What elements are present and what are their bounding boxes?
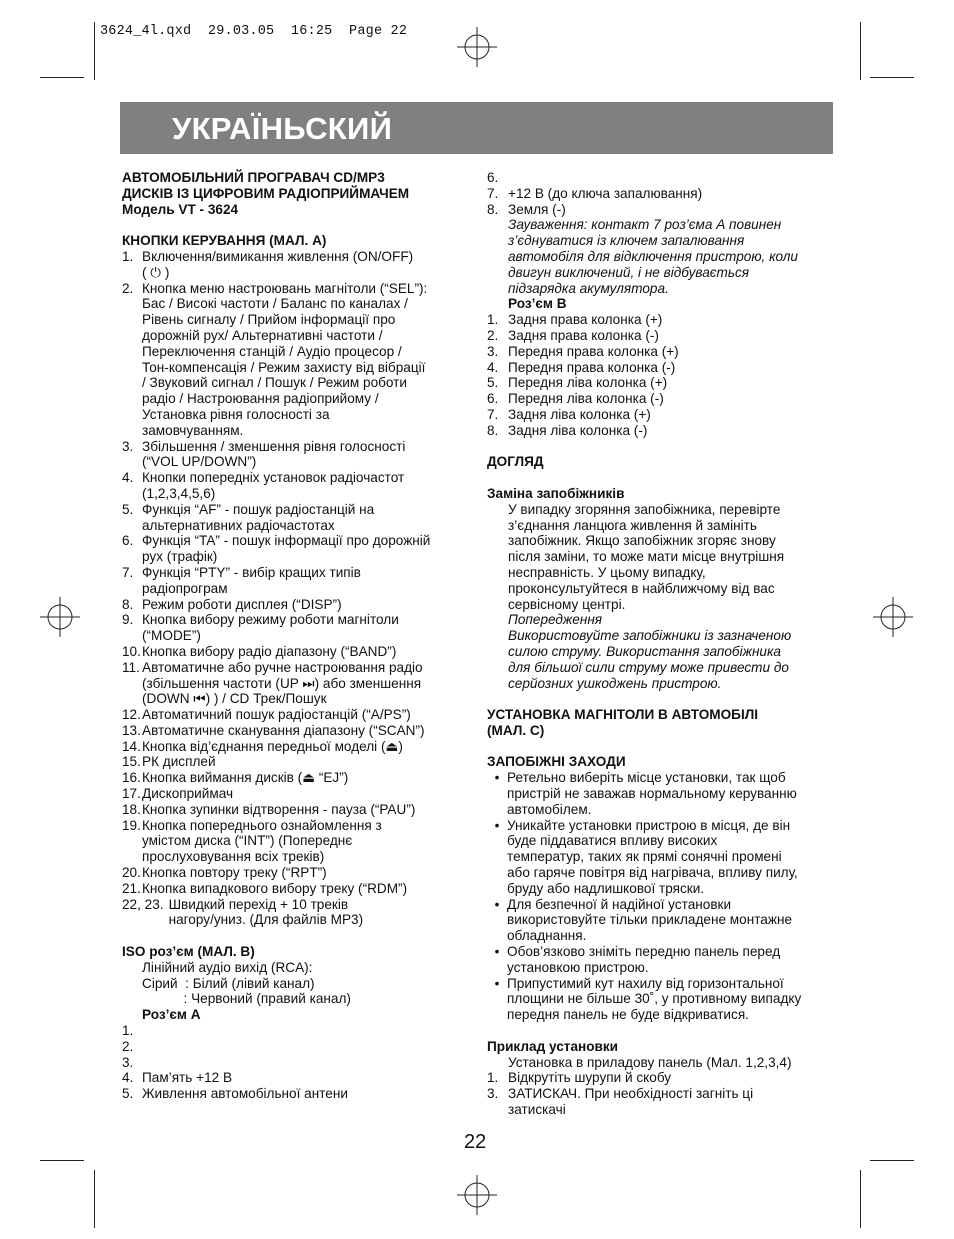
bullet-icon: • [494, 896, 500, 912]
language-banner [120, 102, 833, 154]
item-text [142, 1023, 474, 1039]
item-text [142, 249, 474, 281]
item-text-line: Функція “TA” - пошук інформації про дорожній [142, 533, 431, 549]
control-item [122, 533, 474, 565]
item-text-line: Швидкий перехід + 10 треків [168, 896, 349, 912]
connector-b-item [487, 423, 837, 439]
item-text-line: ЗАТИСКАЧ. При необхідності загніть ці [508, 1086, 754, 1102]
item-number: 8. [122, 596, 134, 612]
item-text [142, 281, 474, 439]
item-text: Передня права колонка (-) [508, 359, 676, 375]
item-text [142, 770, 474, 786]
item-text [507, 818, 837, 897]
fuse-text [487, 502, 837, 613]
item-text-line: Кнопка вибору режиму роботи магнітоли [142, 612, 399, 628]
item-text-line: прослуховування всіх треків) [142, 849, 325, 865]
bullet-icon: • [494, 770, 500, 786]
item-text [142, 533, 474, 565]
item-number: 3. [122, 1054, 134, 1070]
spacer [487, 1023, 837, 1039]
item-number: 5. [122, 501, 134, 517]
item-number: 7. [487, 406, 499, 422]
item-text-line: Автоматичне або ручне настроювання радіо [142, 659, 423, 675]
note-line: підзарядка акумулятора. [508, 280, 669, 296]
item-text [508, 1086, 837, 1118]
note-line: Зауваження: контакт 7 роз’єма А повинен [508, 217, 782, 233]
warning-line: Використовуйте запобіжники із зазначеною [508, 628, 792, 644]
item-text-line: / Звуковий сигнал / Пошук / Режим роботи [142, 375, 407, 391]
item-number: 4. [487, 359, 499, 375]
item-text-line: пристрій не заважав нормальному керуванню [507, 786, 797, 802]
control-item [122, 786, 474, 802]
item-number: 1. [487, 1070, 499, 1086]
item-number: 7. [487, 185, 499, 201]
connector-a-item [487, 202, 837, 218]
control-item [122, 818, 474, 865]
crop-mark [870, 77, 914, 78]
item-text: Передня права колонка (+) [508, 343, 679, 359]
item-text-line: Бас / Високі частоти / Баланс по каналах / [142, 296, 408, 312]
item-text-line: Кнопка випадкового вибору треку (“RDM”) [142, 880, 408, 896]
item-text: Задня ліва колонка (-) [508, 422, 648, 438]
item-text-line: Кнопка виймання дисків (⏏ “EJ”) [142, 770, 349, 786]
item-text-line: альтернативних радіочастотах [142, 517, 335, 533]
control-item [122, 281, 474, 439]
install-heading [487, 707, 837, 739]
connector-a-heading: Роз’єм A [142, 1007, 201, 1023]
fuse-line: проконсультуйтеся в найближчому від вас [508, 580, 775, 596]
example-step-item [487, 1086, 837, 1118]
care-heading: ДОГЛЯД [487, 454, 544, 470]
item-number: 20. [122, 865, 141, 881]
item-text: Передня ліва колонка (-) [508, 391, 664, 407]
crop-mark [40, 1160, 84, 1161]
connector-a-item [487, 186, 837, 202]
banner-title: УКРАЇНЬСКИЙ [172, 111, 393, 146]
item-text-line: передня панель не буде відкриватися. [507, 1007, 749, 1023]
crop-mark [94, 1170, 95, 1228]
item-text [507, 897, 837, 944]
connector-a-list [122, 1023, 474, 1102]
bullet-icon: • [494, 944, 500, 960]
item-text [142, 723, 474, 739]
item-number: 6. [487, 170, 499, 185]
iso-line: Лінійний аудіо вихід (RCA): [142, 959, 313, 975]
connector-a-item [122, 1023, 474, 1039]
connector-b-item [487, 375, 837, 391]
control-item [122, 597, 474, 613]
item-text [508, 170, 837, 186]
item-text-line: нагору/униз. (Для файлів MP3) [168, 912, 364, 928]
connector-b-item [487, 328, 837, 344]
item-text [142, 818, 474, 865]
item-text-line: РК дисплей [142, 754, 216, 770]
item-text-line: температур, таких як прямі сонячні промені [507, 849, 782, 865]
item-number: 8. [487, 422, 499, 438]
connector-b-heading: Роз’єм B [508, 296, 567, 312]
item-text [142, 739, 474, 755]
control-item [122, 723, 474, 739]
control-item [122, 565, 474, 597]
connector-b-list [487, 312, 837, 438]
item-text [507, 976, 837, 1023]
product-title [122, 170, 474, 217]
item-text-line: Дископриймач [142, 786, 234, 802]
item-text [142, 644, 474, 660]
item-text: Пам’ять +12 В [142, 1070, 233, 1086]
item-number: 9. [122, 612, 134, 628]
note-line: двигун виключений, і не відбувається [508, 264, 750, 280]
spacer [122, 928, 474, 944]
item-text [142, 470, 474, 502]
item-text [142, 881, 474, 897]
item-text-line: Функція “PTY” - вибір кращих типів [142, 564, 361, 580]
control-item [122, 439, 474, 471]
item-text [142, 786, 474, 802]
item-text-line: рух (трафік) [142, 549, 218, 565]
precautions-heading: ЗАПОБІЖНІ ЗАХОДИ [487, 754, 626, 770]
registration-mark-icon [457, 27, 497, 67]
item-number: 3. [487, 1086, 499, 1102]
item-number: 21. [122, 880, 141, 896]
crop-mark [870, 1160, 914, 1161]
item-text: Задня права колонка (-) [508, 327, 659, 343]
item-text-line: (збільшення частоти (UP ⏭) або зменшення [142, 675, 422, 691]
example-heading: Приклад установки [487, 1038, 619, 1054]
note-line: автомобіля для відключення пристрою, коли [508, 248, 798, 264]
iso-line: : Червоний (правий канал) [142, 991, 351, 1007]
product-title-line: ДИСКІВ ІЗ ЦИФРОВИМ РАДІОПРИЙМАЧЕМ [122, 185, 410, 201]
example-step-item [487, 1070, 837, 1086]
item-text-line: Режим роботи дисплея (“DISP”) [142, 596, 342, 612]
precaution-item [487, 944, 837, 976]
item-text-line: Кнопка вибору радіо діапазону (“BAND”) [142, 643, 397, 659]
control-item [122, 802, 474, 818]
item-text [142, 439, 474, 471]
item-text-line: Кнопки попередніх установок радіочастот [142, 470, 405, 486]
item-number: 4. [122, 470, 134, 486]
item-number: 5. [487, 375, 499, 391]
item-text [142, 597, 474, 613]
crop-mark [94, 22, 95, 80]
control-item [122, 502, 474, 534]
item-text-line: Для безпечної й надійної установки [507, 896, 732, 912]
item-number: 2. [487, 327, 499, 343]
install-heading-line: (МАЛ. С) [487, 722, 545, 738]
warning-line: силою струму. Використання запобіжника [508, 643, 781, 659]
example-intro: Установка в приладову панель (Мал. 1,2,3,4) [508, 1054, 792, 1070]
fuse-heading: Заміна запобіжників [487, 485, 625, 501]
item-text-line: (“VOL UP/DOWN”) [142, 454, 257, 470]
item-text-line: дорожній рух/ Альтернативні частоти / [142, 327, 383, 343]
item-text [142, 1055, 474, 1071]
item-text-line: Кнопка зупинки відтворення - пауза (“PAU”) [142, 801, 416, 817]
registration-mark-icon [873, 597, 913, 637]
item-text-line: радіопрограм [142, 580, 228, 596]
warning-line: для більшої сили струму може привести до [508, 659, 789, 675]
item-text-line: ( ⏻ ) [142, 264, 170, 280]
connector-a-item [122, 1086, 474, 1102]
item-text [142, 1039, 474, 1055]
connector-b-item [487, 391, 837, 407]
item-text-line: Обов’язково зніміть передню панель перед [507, 944, 781, 960]
warning-label: Попередження [508, 612, 603, 628]
crop-mark [40, 77, 84, 78]
fuse-line: У випадку згоряння запобіжника, перевірте [508, 501, 781, 517]
connector-b-item [487, 407, 837, 423]
item-text [142, 612, 474, 644]
crop-mark [860, 1170, 861, 1228]
item-number: 10. [122, 643, 141, 659]
file-slug: 3624_4l.qxd 29.03.05 16:25 Page 22 [100, 24, 408, 39]
install-heading-line: УСТАНОВКА МАГНІТОЛИ В АВТОМОБІЛІ [487, 707, 759, 723]
item-number: 6. [122, 533, 134, 549]
precaution-item [487, 818, 837, 897]
item-text-line: замовчуванням. [142, 422, 244, 438]
example-steps-list [487, 1070, 837, 1117]
item-text-line: (1,2,3,4,5,6) [142, 485, 216, 501]
item-number: 13. [122, 722, 141, 738]
item-text-line: бруду або надлишкової тряски. [507, 880, 705, 896]
item-text-line: радіо / Настроювання радіоприйому / [142, 391, 379, 407]
item-text-line: Кнопка попереднього ознайомлення з [142, 817, 382, 833]
item-text [169, 897, 474, 929]
control-item [122, 881, 474, 897]
item-text-line: Переключення станцій / Аудіо процесор / [142, 343, 402, 359]
control-item [122, 644, 474, 660]
item-text: Живлення автомобільної антени [142, 1086, 348, 1102]
connector-b-item [487, 360, 837, 376]
item-text [142, 865, 474, 881]
product-title-line: АВТОМОБІЛЬНИЙ ПРОГРАВАЧ CD/MP3 [122, 170, 385, 185]
item-text-line: Припустимий кут нахилу від горизонтальної [507, 975, 784, 991]
controls-list [122, 249, 474, 928]
item-text-line: Автоматичний пошук радіостанцій (“A/PS”) [142, 707, 411, 723]
connector-a-item [122, 1055, 474, 1071]
item-text-line: Рівень сигналу / Прийом інформації про [142, 312, 396, 328]
connector-a-continued-list [487, 170, 837, 217]
item-text-line: (DOWN ⏮) ) / CD Трек/Пошук [142, 691, 327, 707]
item-text-line: Відкрутіть шурупи й скобу [508, 1070, 672, 1086]
item-text [142, 754, 474, 770]
item-text-line: Ретельно виберіть місце установки, так щоб [507, 770, 786, 786]
item-text-line: умістом диска (“INT”) (Попереднє [142, 833, 353, 849]
item-text-line: Тон-компенсація / Режим захисту від вібрації [142, 359, 426, 375]
item-text [142, 707, 474, 723]
page-number: 22 [464, 1131, 487, 1153]
control-item [122, 707, 474, 723]
spacer [487, 691, 837, 707]
control-item [122, 470, 474, 502]
crop-mark [860, 22, 861, 80]
item-text [142, 802, 474, 818]
iso-line: Сірий : Білий (лівий канал) [142, 975, 315, 991]
item-number: 5. [122, 1086, 134, 1102]
item-text-line: буде піддаватися впливу високих [507, 833, 718, 849]
connector-a-item [487, 170, 837, 186]
fuse-line: з’єднання ланцюга живлення й замініть [508, 517, 757, 533]
item-text-line: Кнопка меню настроювань магнітоли (“SEL”): [142, 280, 428, 296]
ignition-note [487, 217, 837, 296]
item-text-line: Кнопка повтору треку (“RPT”) [142, 865, 327, 881]
connector-b-item [487, 344, 837, 360]
item-text-line: Функція “AF” - пошук радіостанцій на [142, 501, 375, 517]
spacer [122, 217, 474, 233]
connector-b-item [487, 312, 837, 328]
spacer [487, 739, 837, 755]
left-column [122, 170, 474, 1102]
item-number: 22, 23. [122, 896, 164, 912]
precaution-item [487, 976, 837, 1023]
item-number: 18. [122, 801, 141, 817]
item-text [507, 944, 837, 976]
item-text-line: Уникайте установки пристрою в місця, де він [507, 817, 791, 833]
spacer [487, 439, 837, 455]
fuse-line: несправність. У цьому випадку, [508, 564, 706, 580]
item-text [507, 770, 837, 817]
precaution-item [487, 897, 837, 944]
controls-heading: КНОПКИ КЕРУВАННЯ (МАЛ. А) [122, 233, 327, 249]
item-number: 4. [122, 1070, 134, 1086]
precaution-item [487, 770, 837, 817]
item-text: Земля (-) [508, 201, 566, 217]
item-text-line: площини не більше 30˚, у противному випадку [507, 991, 802, 1007]
item-text-line: Автоматичне сканування діапазону (“SCAN”) [142, 722, 425, 738]
item-number: 12. [122, 707, 141, 723]
item-text [142, 565, 474, 597]
warning-text [487, 628, 837, 691]
item-text [142, 660, 474, 707]
control-item [122, 660, 474, 707]
spacer [487, 470, 837, 486]
item-number: 6. [487, 391, 499, 407]
item-number: 1. [122, 248, 134, 264]
control-item [122, 754, 474, 770]
item-text-line: обладнання. [507, 928, 587, 944]
registration-mark-icon [457, 1175, 497, 1215]
item-text: Передня ліва колонка (+) [508, 375, 668, 391]
item-number: 7. [122, 564, 134, 580]
precautions-list [487, 770, 837, 1023]
item-text-line: Збільшення / зменшення рівня голосності [142, 438, 406, 454]
item-number: 3. [487, 343, 499, 359]
item-number: 11. [122, 659, 140, 675]
model-line: Модель VT - 3624 [122, 201, 239, 217]
control-item [122, 739, 474, 755]
item-text-line: затискачі [508, 1102, 566, 1118]
fuse-line: після заміни, то може мати місце внутрішня [508, 549, 785, 565]
item-number: 16. [122, 770, 141, 786]
item-number: 8. [487, 201, 499, 217]
item-number: 15. [122, 754, 141, 770]
item-text-line: використовуйте тільки прикладене монтажне [507, 912, 793, 928]
item-text-line: установкою пристрою. [507, 959, 649, 975]
connector-a-item [122, 1039, 474, 1055]
item-number: 3. [122, 438, 134, 454]
item-text: Задня права колонка (+) [508, 312, 663, 328]
item-number: 1. [487, 312, 499, 328]
item-text-line: автомобілем. [507, 801, 592, 817]
right-column [487, 170, 837, 1118]
item-number: 14. [122, 738, 141, 754]
item-text-line: або гаряче повітря від нагрівача, впливу пилу, [507, 865, 798, 881]
item-number: 2. [122, 280, 134, 296]
item-text [142, 502, 474, 534]
item-text-line: (“MODE”) [142, 628, 201, 644]
item-number: 19. [122, 817, 141, 833]
warning-line: серйозних ушкоджень пристрою. [508, 675, 722, 691]
item-text: +12 В (до ключа запалювання) [508, 185, 703, 201]
item-text-line: Установка рівня голосності за [142, 406, 330, 422]
control-item [122, 249, 474, 281]
bullet-icon: • [494, 975, 500, 991]
item-number: 1. [122, 1023, 134, 1039]
control-item [122, 770, 474, 786]
note-line: з’єднуватися із ключем запалювання [508, 233, 745, 249]
item-number: 2. [122, 1038, 134, 1054]
item-text [508, 1070, 837, 1086]
registration-mark-icon [40, 597, 80, 637]
item-text: Задня ліва колонка (+) [508, 406, 651, 422]
control-item [122, 612, 474, 644]
iso-heading: ISO роз’єм (МАЛ. B) [122, 944, 255, 960]
control-item [122, 897, 474, 929]
connector-a-item [122, 1070, 474, 1086]
fuse-line: сервісному центрі. [508, 596, 626, 612]
item-text-line: Включення/вимикання живлення (ON/OFF) [142, 248, 414, 264]
fuse-line: запобіжник. Якщо запобіжник згоряє знову [508, 533, 776, 549]
bullet-icon: • [494, 817, 500, 833]
control-item [122, 865, 474, 881]
item-text-line: Кнопка від’єднання передньої моделі (⏏) [142, 738, 403, 754]
item-number: 17. [122, 786, 141, 802]
